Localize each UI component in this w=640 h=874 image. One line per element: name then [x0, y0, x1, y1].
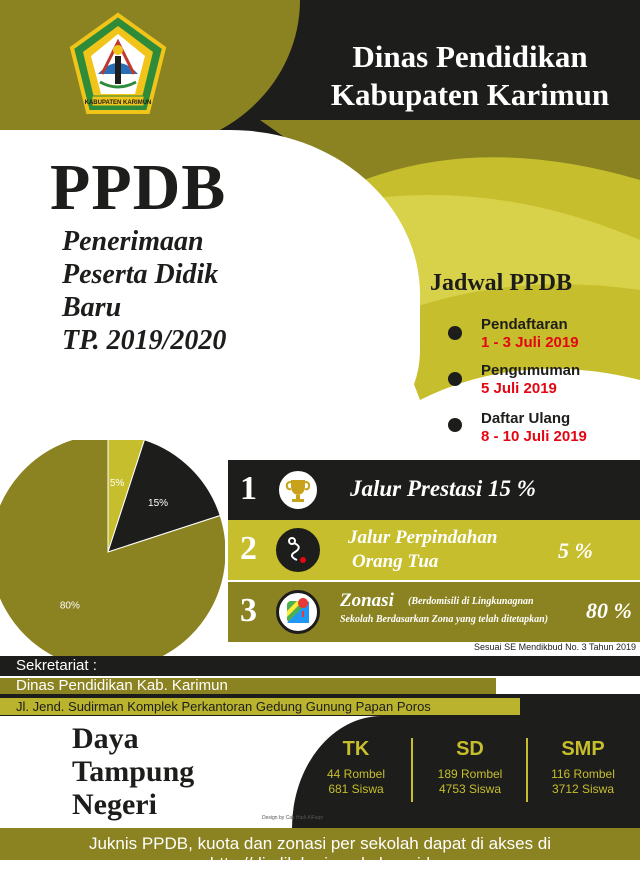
jalur-row-3 — [228, 582, 640, 642]
jadwal-label-1: Pendaftaran — [481, 316, 568, 333]
pie-label-1: 5% — [109, 478, 125, 490]
regulation-note: Sesuai SE Mendikbud No. 3 Tahun 2019 — [474, 642, 636, 652]
jalur-percent-3: 80 % — [586, 598, 632, 623]
jalur-note-3-line2: Sekolah Berdasarkan Zona yang telah ditetapkan) — [340, 614, 549, 625]
daya-tampung-title — [72, 722, 194, 821]
level-tk-name: TK — [342, 738, 370, 760]
subtitle-line-2: Peserta Didik — [62, 259, 219, 290]
level-divider-2 — [526, 738, 528, 802]
jadwal-bullet-1 — [448, 326, 462, 340]
jalur-percent-2: 5 % — [558, 538, 593, 563]
jalur-row-2 — [228, 520, 640, 580]
level-tk — [306, 738, 406, 797]
subtitle-line-3: Baru — [62, 292, 122, 323]
jalur-row-1 — [228, 460, 640, 520]
jalur-name-2-line1: Jalur Perpindahan — [348, 527, 498, 548]
dinas-title-line2: Kabupaten Karimun — [330, 77, 610, 112]
route-icon — [276, 528, 320, 572]
jadwal-label-3: Daftar Ulang — [481, 410, 571, 427]
jalur-number-3: 3 — [240, 592, 257, 629]
jalur-name-1: Jalur Prestasi 15 % — [350, 476, 536, 501]
jalur-name-2 — [348, 526, 497, 574]
pie-label-2: 15% — [148, 497, 169, 509]
jalur-number-1: 1 — [240, 470, 257, 507]
jalur-name-2-line2: Orang Tua — [352, 551, 439, 572]
daya-title-line1: Daya — [72, 722, 139, 755]
subtitle-line-1: Penerimaan — [62, 226, 204, 257]
sekretariat-label: Sekretariat : — [16, 657, 97, 674]
level-sd-rombel: 189 Rombel — [437, 767, 503, 781]
subtitle-line-4: TP. 2019/2020 — [62, 325, 227, 356]
level-smp — [533, 738, 633, 797]
map-icon — [276, 590, 320, 634]
jadwal-bullet-2 — [448, 372, 462, 386]
level-sd — [420, 738, 520, 797]
emblem-text: KABUPATEN KARIMUN — [84, 100, 152, 106]
level-sd-siswa: 4753 Siswa — [438, 782, 502, 796]
jadwal-date-2: 5 Juli 2019 — [481, 380, 557, 397]
quota-pie-chart — [0, 440, 225, 660]
level-smp-siswa: 3712 Siswa — [551, 782, 615, 796]
level-smp-name: SMP — [561, 738, 605, 760]
jadwal-date-1: 1 - 3 Juli 2019 — [481, 334, 579, 351]
ppdb-subtitle — [62, 225, 322, 357]
jalur-name-3: Zonasi — [340, 590, 394, 611]
footer-text: Juknis PPDB, kuota dan zonasi per sekolah dapat di akses di http://disdik.karimunkab.go.id — [88, 834, 552, 873]
level-tk-siswa: 681 Siswa — [328, 782, 384, 796]
jalur-note-3-line1: (Berdomisili di Lingkunagnan — [408, 596, 534, 607]
ppdb-title: PPDB — [50, 151, 227, 224]
karimun-emblem-logo — [68, 12, 168, 120]
jalur-number-2: 2 — [240, 530, 257, 567]
jadwal-date-3: 8 - 10 Juli 2019 — [481, 428, 587, 445]
jadwal-label-2: Pengumuman — [481, 362, 581, 379]
jadwal-bullet-3 — [448, 418, 462, 432]
daya-title-line3: Negeri — [72, 788, 157, 821]
level-tk-rombel: 44 Rombel — [326, 767, 386, 781]
jadwal-title: Jadwal PPDB — [430, 270, 573, 296]
sekretariat-office: Dinas Pendidikan Kab. Karimun — [16, 677, 228, 694]
dinas-title-line1: Dinas Pendidikan — [352, 39, 588, 74]
design-credit: Design by Cak Hadi AlFaqir — [262, 815, 324, 821]
level-sd-name: SD — [456, 738, 484, 760]
level-divider-1 — [411, 738, 413, 802]
level-smp-rombel: 116 Rombel — [551, 767, 615, 781]
dinas-title — [300, 38, 640, 114]
pie-label-3: 80% — [59, 600, 80, 612]
sekretariat-address: Jl. Jend. Sudirman Komplek Perkantoran Gedung Gunung Papan Poros — [16, 699, 431, 714]
trophy-icon — [276, 468, 320, 512]
daya-title-line2: Tampung — [72, 755, 195, 788]
